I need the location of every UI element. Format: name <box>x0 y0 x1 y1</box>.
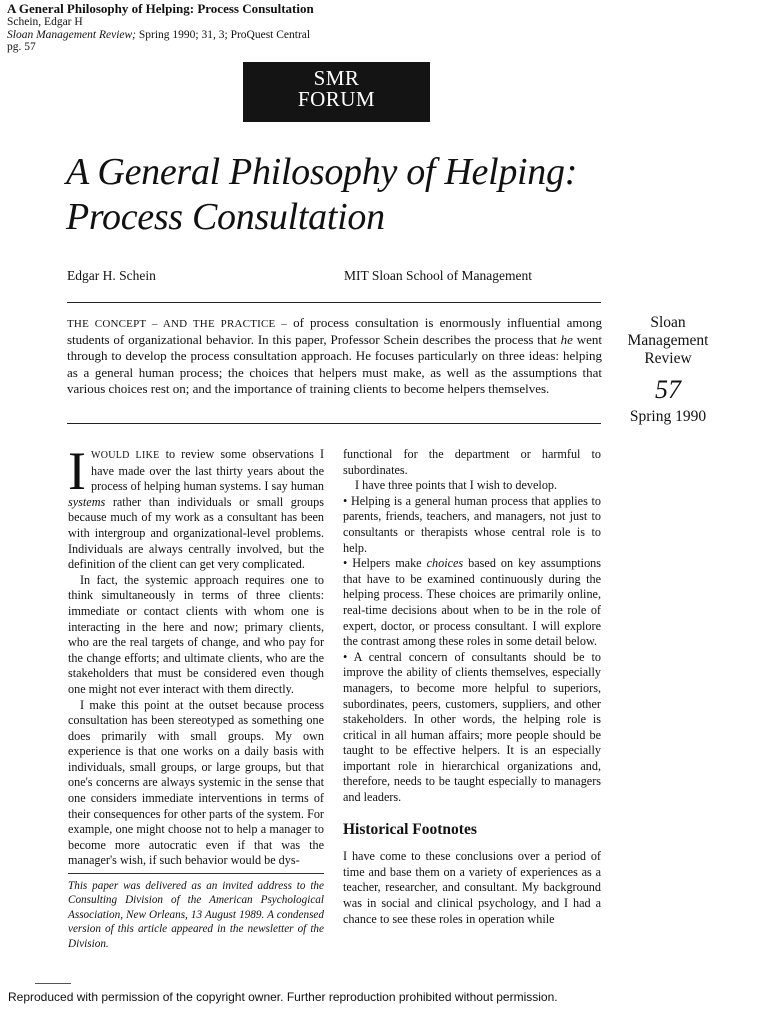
header-journal: Sloan Management Review; <box>7 28 137 41</box>
abstract-part-2: went through to develop the process consultation approach. He focuses particularly on three ideas: helping as a general human process; the choices that helpers must make, as well as the assumptions that various choices rest on; and the importance of training clients to become helpers themselves. <box>67 332 602 396</box>
header-title: A General Philosophy of Helping: Process Consultation <box>7 1 314 16</box>
sidebox-line-2: Management <box>627 332 709 349</box>
rule-top <box>67 302 601 303</box>
paragraph-1 <box>68 441 324 573</box>
abstract-lead: THE CONCEPT – AND THE PRACTICE – <box>67 318 287 330</box>
abstract-part-1: of process consultation is enormously influential among students of organizational behavior. In this paper, Professor Schein describes the process that <box>67 315 602 348</box>
copyright-footer: Reproduced with permission of the copyright owner. Further reproduction prohibited without permission. <box>8 990 558 1004</box>
bullet-3: • A central concern of consultants should be to improve the ability of clients themselves, especially managers, to become more helpful to superiors, subordinates, peers, customers, suppliers, and other stakeholders. In other words, the helping role is critical in all human affairs; more people should be taught to be effective helpers. It is an especially important role in hierarchical organizations and, therefore, needs to be taught especially to managers and leaders. <box>343 649 601 805</box>
opening-small-caps: WOULD LIKE <box>90 450 160 461</box>
drop-cap: I <box>68 441 86 501</box>
title-line-1: A General Philosophy of Helping: <box>66 151 578 193</box>
footer-rule <box>35 983 71 984</box>
footnote: This paper was delivered as an invited address to the Consulting Division of the American Psychological Association, New Orleans, 13 August 1989. A condensed version of this article appeared in the newsletter of the Division. <box>68 880 324 950</box>
paragraph-continued: functional for the department or harmful to subordinates. <box>343 447 601 477</box>
paragraph-1-part-b: rather than individuals or small groups because much of my work as a consultant has been with intergroup and organizational-level problems. Individuals are always centrally involved, but the definition of the client can get very complicated. <box>68 494 324 572</box>
footnote-rule <box>68 873 324 874</box>
journal-sidebox <box>616 314 720 426</box>
forum-line-2: FORUM <box>297 87 376 111</box>
abstract <box>67 315 602 397</box>
bullet-2-emphasis: choices <box>426 556 464 571</box>
sidebox-page-number: 57 <box>655 375 681 404</box>
section-heading: Historical Footnotes <box>343 820 477 838</box>
forum-line-1: SMR <box>313 66 360 90</box>
body-column-left <box>68 441 324 869</box>
smr-forum-banner <box>243 62 430 122</box>
sidebox-line-3: Review <box>644 350 692 367</box>
header-author: Schein, Edgar H <box>7 16 83 28</box>
bullet-2 <box>343 556 601 650</box>
sidebox-issue: Spring 1990 <box>629 408 707 425</box>
paragraph-points-intro: I have three points that I wish to develop. <box>355 478 558 493</box>
author-affiliation: MIT Sloan School of Management <box>344 268 532 283</box>
bullet-1: • Helping is a general human process that applies to parents, friends, teachers, and managers, not just to consultants or therapists whose central role is to help. <box>343 493 601 555</box>
header-page: pg. 57 <box>7 41 36 53</box>
paragraph-3: I make this point at the outset because process consultation has been stereotyped as something one does primarily with small groups. My own experience is that one works on a daily basis with individuals, small groups, or large groups, but that one's concerns are always systemic in the sense that one considers immediate interventions in terms of their consequences for other parts of the system. For example, one might choose not to help a manager to become more autocratic even if that was the manager's wish, if such behavior would be dys- <box>68 697 324 868</box>
bullet-2-part-a: • Helpers make <box>343 556 427 571</box>
rule-bottom <box>67 423 601 424</box>
paragraph-1-emphasis: systems <box>68 494 106 509</box>
article-author: Edgar H. Schein <box>67 268 156 283</box>
bullet-2-part-b: based on key assumptions that have to be examined continuously during the helping process. These choices are primarily online, real-time decisions about when to be in the role of expert, doctor, or process consultant. I will explore the contrast among these roles in some detail below. <box>343 556 601 649</box>
article-title <box>66 150 666 240</box>
body-column-right <box>343 447 601 927</box>
sidebox-line-1: Sloan <box>650 314 686 331</box>
abstract-emphasis: he <box>560 332 573 348</box>
header-citation-details: Spring 1990; 31, 3; ProQuest Central <box>136 28 311 41</box>
header-citation <box>7 29 314 42</box>
paragraph-1-part-a: to review some observations I have made over the last thirty years about the process of helping human systems. I say human <box>90 447 324 494</box>
paragraph-history: I have come to these conclusions over a period of time and base them on a variety of experiences as a teacher, researcher, and consultant. My background was in social and clinical psychology, and I had a chance to see these roles in operation while <box>343 849 601 926</box>
title-line-2: Process Consultation <box>66 196 385 238</box>
paragraph-2: In fact, the systemic approach requires one to think simultaneously in terms of three clients: immediate or contact clients with whom one is interacting in the here and now; primary clients, who are the real targets of change, and who pay for the change efforts; and ultimate clients, who are the stakeholders that must be considered even though one might not ever interact with them directly. <box>68 572 324 696</box>
citation-header <box>7 2 314 54</box>
